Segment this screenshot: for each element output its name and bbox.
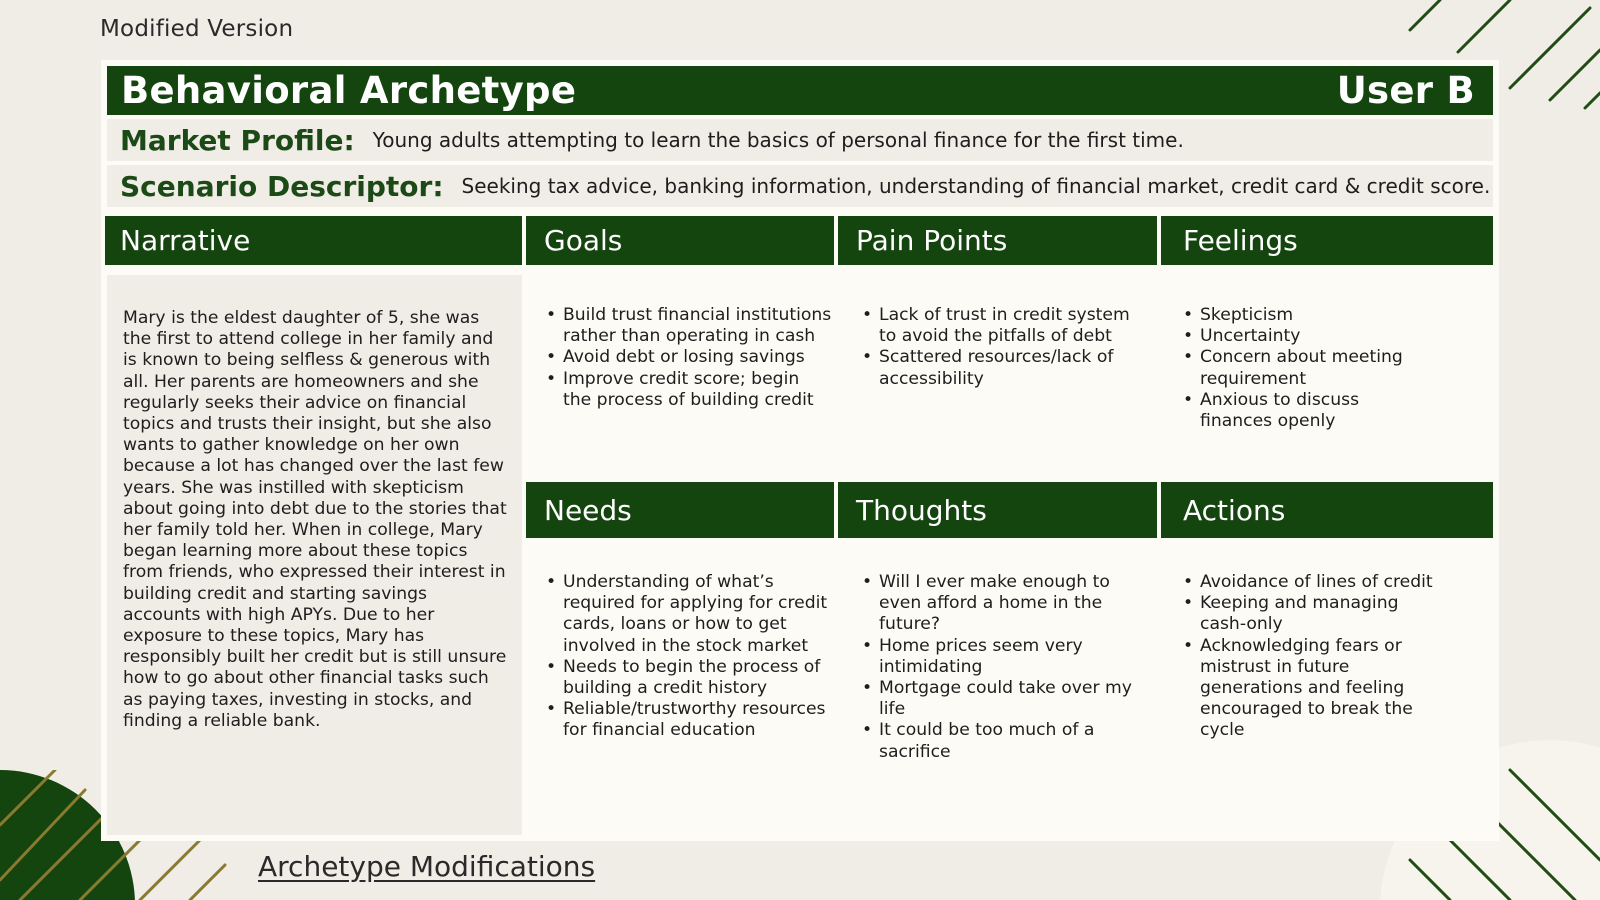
- title-bar: [107, 66, 1493, 115]
- actions-list: [1179, 572, 1441, 742]
- list-item: • Concern about meeting requirement: [1183, 347, 1403, 389]
- pain-points-header: Pain Points: [838, 216, 1157, 265]
- list-item: • Reliable/trustworthy resources for financial education: [546, 699, 826, 741]
- list-item: • Avoidance of lines of credit: [1183, 572, 1433, 592]
- list-item: • Anxious to discuss finances openly: [1183, 389, 1360, 432]
- list-item: • Uncertainty: [1183, 326, 1301, 347]
- thoughts-list: [858, 572, 1153, 763]
- list-item: • Improve credit score; begin the process of building credit: [546, 368, 814, 410]
- narrative-panel: [107, 275, 522, 835]
- needs-header: Needs: [526, 482, 834, 538]
- list-item: • It could be too much of a sacrifice: [862, 720, 1095, 762]
- thoughts-header: Thoughts: [838, 482, 1157, 538]
- actions-header: Actions: [1161, 482, 1493, 538]
- archetype-card: [101, 60, 1499, 841]
- feelings-list: [1179, 305, 1419, 432]
- goals-header: Goals: [526, 216, 834, 265]
- scenario-value: Seeking tax advice, banking information, understanding of financial market, credit card & credit score.: [461, 174, 1491, 198]
- market-profile-label: Market Profile:: [120, 123, 355, 157]
- list-item: • Home prices seem very intimidating: [862, 635, 1083, 677]
- list-item: • Understanding of what’s required for applying for credit cards, loans or how to get involved in the stock market: [546, 572, 828, 656]
- list-item: • Needs to begin the process of building a credit history: [546, 656, 821, 699]
- list-item: • Build trust financial institutions rather than operating in cash: [546, 305, 832, 347]
- version-label: Modified Version: [100, 16, 294, 42]
- list-item: • Will I ever make enough to even afford a home in the future?: [862, 572, 1110, 635]
- scenario-row: [107, 165, 1493, 207]
- list-item: • Lack of trust in credit system to avoid the pitfalls of debt: [862, 305, 1130, 347]
- archetype-title: Behavioral Archetype: [121, 69, 577, 112]
- goals-list: [542, 305, 832, 411]
- narrative-header: Narrative: [105, 216, 522, 265]
- scenario-label: Scenario Descriptor:: [120, 169, 444, 203]
- archetype-modifications-link[interactable]: Archetype Modifications: [258, 850, 596, 883]
- list-item: • Skepticism: [1183, 305, 1294, 325]
- market-profile-value: Young adults attempting to learn the basics of personal finance for the first time.: [372, 128, 1184, 152]
- narrative-text: Mary is the eldest daughter of 5, she was the first to attend college in her family and is known to being selfless & generous with all. Her parents are homeowners and she regularly seeks their advice on financial topics and trusts their insight, but she also wants to gather knowledge on her own because a lot has changed over the last few years. She was instilled with skepticism about going into debt due to the stories that her family told her. When in college, Mary began learning more about these topics from friends, who expressed their interest in building credit and starting savings accounts with high APYs. Due to her exposure to these topics, Mary has responsibly built her credit but is still unsure how to go about other financial tasks such as paying taxes, investing in stocks, and finding a reliable bank.: [123, 308, 507, 731]
- list-item: • Mortgage could take over my life: [862, 678, 1132, 720]
- market-profile-row: [107, 119, 1493, 161]
- user-label: User B: [1336, 69, 1475, 112]
- list-item: • Scattered resources/lack of accessibility: [862, 347, 1114, 389]
- needs-list: [542, 572, 832, 742]
- list-item: • Acknowledging fears or mistrust in future generations and feeling encouraged to break the cycle: [1183, 635, 1413, 741]
- list-item: • Keeping and managing cash-only: [1183, 593, 1399, 635]
- feelings-header: Feelings: [1161, 216, 1493, 265]
- list-item: • Avoid debt or losing savings: [546, 347, 805, 368]
- pain-points-list: [858, 305, 1133, 390]
